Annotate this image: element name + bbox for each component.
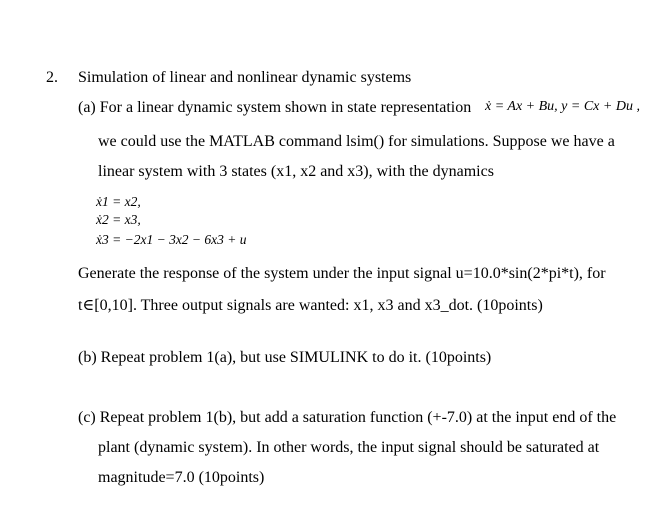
part-a-line-4: Generate the response of the system under the input signal u=10.0*sin(2*pi*t), for (78, 265, 606, 282)
part-a-state-equation: ẋ = Ax + Bu, y = Cx + Du , (485, 99, 640, 114)
part-c-line-2: plant (dynamic system). In other words, the input signal should be saturated at (98, 439, 600, 456)
dynamics-equation-3: ẋ3 = −2x1 − 3x2 − 6x3 + u (96, 232, 247, 247)
part-a-line-3: linear system with 3 states (x1, x2 and x3), with the dynamics (98, 163, 494, 180)
part-c-line-1: (c) Repeat problem 1(b), but add a saturation function (+-7.0) at the input end of the (78, 409, 617, 426)
dynamics-equation-2: ẋ2 = x3, (96, 212, 141, 227)
part-c-line-3: magnitude=7.0 (10points) (98, 469, 265, 486)
part-a-line-1: (a) For a linear dynamic system shown in state representation (78, 99, 472, 116)
dynamics-equation-1: ẋ1 = x2, (96, 194, 141, 209)
problem-title: Simulation of linear and nonlinear dynamic systems (78, 69, 412, 86)
part-a-line-5: t∈[0,10]. Three output signals are wanted: x1, x3 and x3_dot. (10points) (78, 297, 543, 314)
part-b-line-1: (b) Repeat problem 1(a), but use SIMULINK to do it. (10points) (78, 349, 492, 366)
part-a-line-2: we could use the MATLAB command lsim() for simulations. Suppose we have a (98, 133, 615, 150)
problem-number: 2. (46, 69, 58, 86)
